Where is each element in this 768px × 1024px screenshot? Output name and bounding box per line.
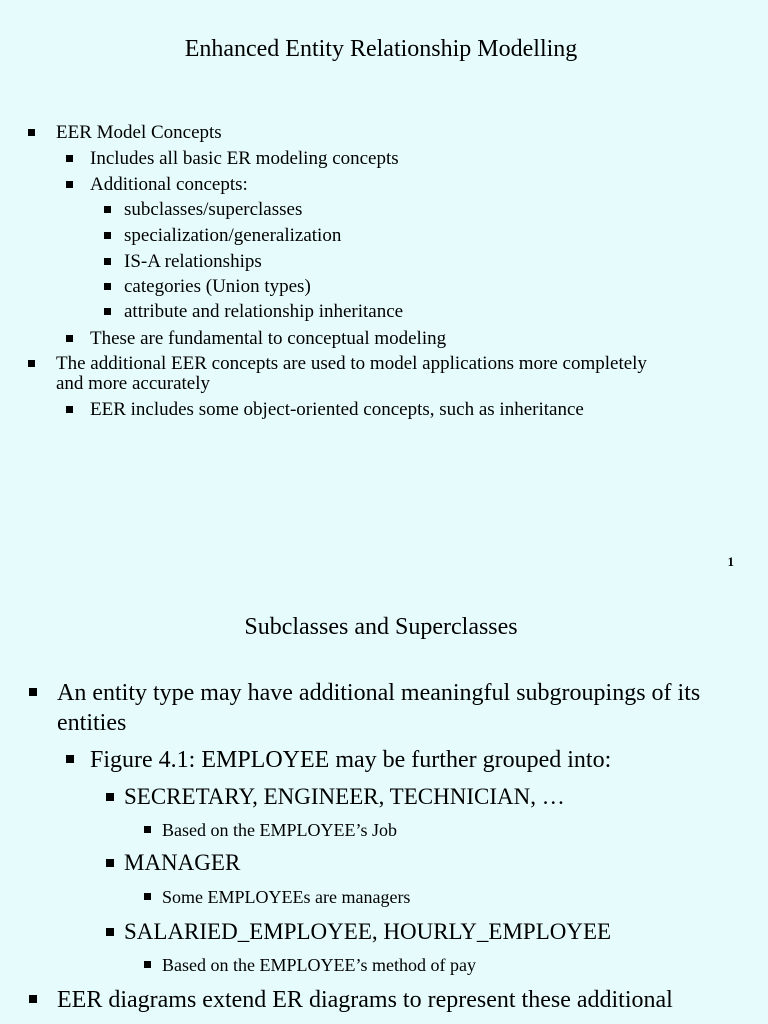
bullet-fundamental: These are fundamental to conceptual modeling — [90, 328, 446, 350]
bullet-entity-type-subgroupings: An entity type may have additional meaningful subgroupings of its entities — [57, 678, 700, 738]
bullet-specialization: specialization/generalization — [124, 225, 341, 247]
square-bullet-icon — [106, 859, 114, 867]
square-bullet-icon — [144, 961, 151, 968]
bullet-figure-4-1: Figure 4.1: EMPLOYEE may be further grouped into: — [90, 745, 611, 775]
square-bullet-icon — [106, 793, 114, 801]
square-bullet-icon — [104, 206, 111, 213]
square-bullet-icon — [28, 129, 35, 136]
bullet-includes-basic-er: Includes all basic ER modeling concepts — [90, 148, 399, 170]
square-bullet-icon — [144, 826, 151, 833]
square-bullet-icon — [29, 995, 37, 1003]
square-bullet-icon — [104, 308, 111, 315]
bullet-eer-model-concepts: EER Model Concepts — [56, 122, 222, 144]
bullet-is-a: IS-A relationships — [124, 251, 262, 273]
square-bullet-icon — [106, 928, 114, 936]
slide-1-title: Enhanced Entity Relationship Modelling — [184, 36, 578, 62]
bullet-categories: categories (Union types) — [124, 276, 311, 298]
bullet-secretary-engineer: SECRETARY, ENGINEER, TECHNICIAN, … — [124, 783, 565, 811]
bullet-some-managers: Some EMPLOYEEs are managers — [162, 886, 410, 908]
square-bullet-icon — [66, 181, 73, 188]
square-bullet-icon — [66, 155, 73, 162]
square-bullet-icon — [104, 258, 111, 265]
bullet-inheritance: attribute and relationship inheritance — [124, 301, 403, 323]
bullet-method-of-pay: Based on the EMPLOYEE’s method of pay — [162, 954, 476, 976]
bullet-additional-concepts: Additional concepts: — [90, 174, 248, 196]
page-number: 1 — [727, 554, 734, 569]
bullet-salaried-hourly: SALARIED_EMPLOYEE, HOURLY_EMPLOYEE — [124, 918, 611, 946]
square-bullet-icon — [66, 335, 73, 342]
bullet-subclasses: subclasses/superclasses — [124, 199, 302, 221]
square-bullet-icon — [66, 755, 74, 763]
square-bullet-icon — [29, 688, 37, 696]
bullet-eer-diagrams-extend: EER diagrams extend ER diagrams to represent these additional — [57, 985, 673, 1015]
square-bullet-icon — [104, 232, 111, 239]
bullet-additional-eer: The additional EER concepts are used to model applications more completely and more accurately — [56, 353, 647, 395]
bullet-object-oriented: EER includes some object-oriented concepts, such as inheritance — [90, 399, 584, 421]
bullet-based-on-job: Based on the EMPLOYEE’s Job — [162, 819, 397, 841]
slide-2 — [0, 590, 768, 1024]
square-bullet-icon — [104, 283, 111, 290]
bullet-manager: MANAGER — [124, 849, 240, 877]
square-bullet-icon — [66, 406, 73, 413]
square-bullet-icon — [28, 360, 35, 367]
slide-2-title: Subclasses and Superclasses — [244, 614, 518, 640]
square-bullet-icon — [144, 893, 151, 900]
